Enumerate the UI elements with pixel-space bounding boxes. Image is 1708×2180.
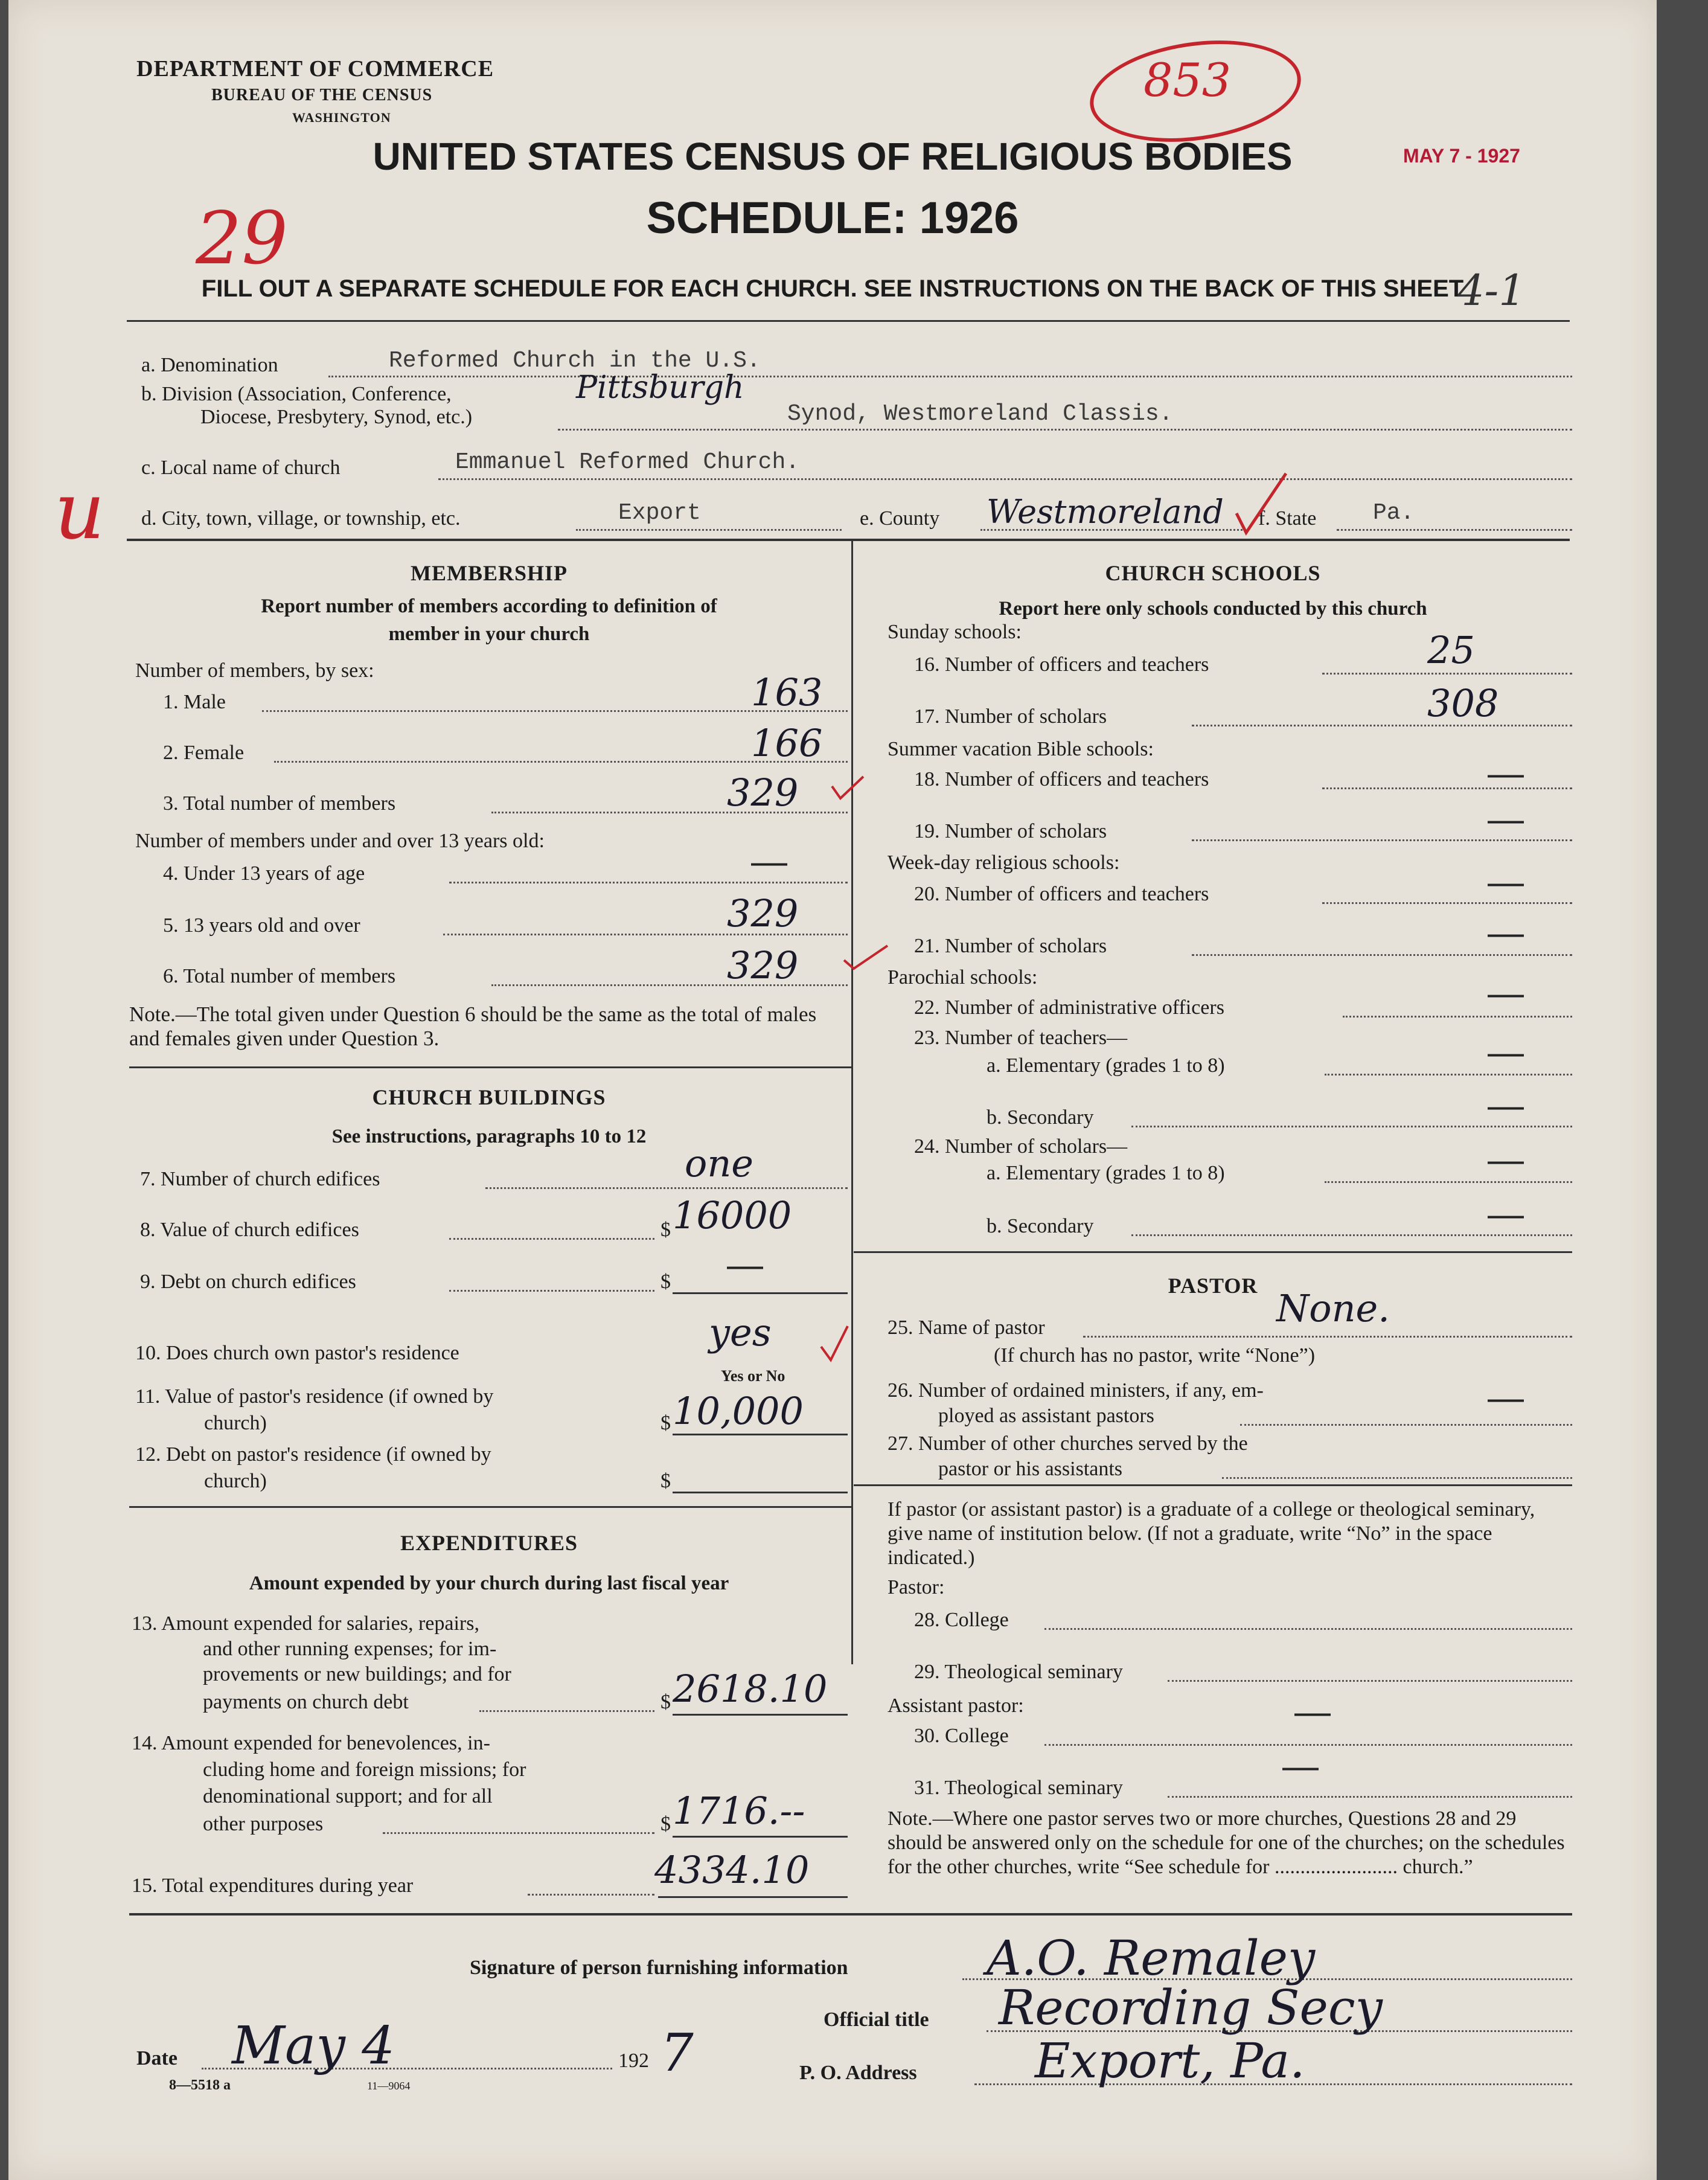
q19-value: — — [1488, 799, 1524, 839]
q23a-label: a. Elementary (grades 1 to 8) — [987, 1054, 1225, 1077]
q13-line-1: 13. Amount expended for salaries, repairs, — [132, 1612, 479, 1635]
local-name-label: c. Local name of church — [141, 457, 341, 479]
male-label: 1. Male — [163, 691, 226, 713]
department-name: DEPARTMENT OF COMMERCE — [136, 56, 494, 82]
under-13-value: — — [751, 841, 787, 882]
q31-value: — — [1282, 1746, 1319, 1786]
q24b-value: — — [1488, 1194, 1524, 1234]
q23a-value: — — [1488, 1032, 1524, 1072]
q28-label: 28. College — [914, 1609, 1009, 1631]
city-name: WASHINGTON — [292, 110, 391, 125]
classification-code: 4-1 — [1457, 266, 1526, 315]
graduate-note: If pastor (or assistant pastor) is a graduate of a college or theological seminary, give name of institution below. (If not a graduate, write “No” in the space indicated.) — [888, 1498, 1535, 1569]
parochial-schools-header: Parochial schools: — [888, 966, 1038, 989]
weekday-schools-header: Week-day religious schools: — [888, 851, 1120, 874]
membership-intro-1: Report number of members according to definition of — [261, 595, 717, 617]
q15-amount: 4334.10 — [654, 1848, 810, 1892]
membership-title: MEMBERSHIP — [410, 561, 568, 585]
q30-label: 30. College — [914, 1725, 1009, 1747]
q26-value: — — [1488, 1377, 1524, 1418]
q24a-label: a. Elementary (grades 1 to 8) — [987, 1162, 1225, 1184]
local-name-value: Emmanuel Reformed Church. — [455, 449, 800, 475]
q23b-label: b. Secondary — [987, 1106, 1094, 1129]
q23-label: 23. Number of teachers— — [914, 1027, 1128, 1049]
q13-line-3: provements or new buildings; and for — [203, 1663, 511, 1685]
q25-hint: (If church has no pastor, write “None”) — [994, 1344, 1316, 1367]
po-address-value: Export, Pa. — [1035, 2033, 1305, 2089]
q23b-value: — — [1488, 1085, 1524, 1126]
q26-label-1: 26. Number of ordained ministers, if any, em- — [888, 1379, 1264, 1402]
instruction-banner: FILL OUT A SEPARATE SCHEDULE FOR EACH CHURCH. SEE INSTRUCTIONS ON THE BACK OF THIS SHEET — [201, 275, 1464, 302]
state-label: f. State — [1258, 507, 1317, 530]
q31-label: 31. Theological seminary — [914, 1777, 1123, 1799]
residence-value-amount: 10,000 — [673, 1389, 804, 1433]
print-number: 11—9064 — [367, 2080, 411, 2092]
q24-label: 24. Number of scholars— — [914, 1135, 1128, 1158]
expenditures-intro: Amount expended by your church during last fiscal year — [249, 1572, 729, 1594]
q14-line-2: cluding home and foreign missions; for — [203, 1758, 526, 1781]
residence-debt-label-1: 12. Debt on pastor's residence (if owned by — [135, 1443, 491, 1466]
residence-value-label-1: 11. Value of pastor's residence (if owned by — [135, 1385, 494, 1408]
q17-value: 308 — [1427, 681, 1499, 725]
schools-intro: Report here only schools conducted by this church — [999, 598, 1427, 620]
signature-label: Signature of person furnishing information — [470, 1957, 848, 1979]
q14-line-3: denominational support; and for all — [203, 1785, 493, 1807]
red-u-mark: u — [54, 465, 105, 557]
city-value: Export — [618, 500, 701, 526]
q17-label: 17. Number of scholars — [914, 705, 1107, 728]
owns-residence-value: yes — [709, 1310, 772, 1354]
residence-debt-label-2: church) — [204, 1470, 267, 1492]
q14-line-1: 14. Amount expended for benevolences, in- — [132, 1732, 490, 1754]
q13-amount: 2618.10 — [673, 1667, 828, 1711]
over-13-label: 5. 13 years old and over — [163, 914, 360, 937]
female-value: 166 — [751, 721, 823, 765]
q20-value: — — [1488, 862, 1524, 902]
q21-value: — — [1488, 912, 1524, 953]
division-value: Synod, Westmoreland Classis. — [787, 401, 1173, 427]
q24b-label: b. Secondary — [987, 1215, 1094, 1237]
division-handwritten: Pittsburgh — [576, 370, 744, 406]
buildings-title: CHURCH BUILDINGS — [372, 1085, 606, 1109]
q15-label: 15. Total expenditures during year — [132, 1874, 414, 1897]
q13-line-2: and other running expenses; for im- — [203, 1638, 497, 1660]
edifice-debt-value: — — [727, 1245, 763, 1285]
q13-line-4: payments on church debt — [203, 1691, 409, 1713]
q30-value: — — [1294, 1691, 1331, 1732]
q19-label: 19. Number of scholars — [914, 820, 1107, 842]
under-13-label: 4. Under 13 years of age — [163, 862, 365, 885]
official-title-value: Recording Secy — [999, 1980, 1383, 2036]
owns-residence-label: 10. Does church own pastor's residence — [135, 1342, 459, 1364]
edifice-value-label: 8. Value of church edifices — [140, 1219, 359, 1241]
form-number: 8—5518 a — [169, 2077, 231, 2093]
total-members-value: 329 — [727, 771, 799, 815]
check-mark-icon — [817, 1322, 854, 1365]
edifices-label: 7. Number of church edifices — [140, 1168, 380, 1190]
q21-label: 21. Number of scholars — [914, 935, 1107, 957]
check-mark-icon — [842, 942, 890, 972]
q18-label: 18. Number of officers and teachers — [914, 768, 1209, 790]
date-value: May 4 — [232, 2016, 395, 2076]
q20-label: 20. Number of officers and teachers — [914, 883, 1209, 905]
q27-label-1: 27. Number of other churches served by the — [888, 1432, 1248, 1455]
total-members-label: 3. Total number of members — [163, 792, 396, 815]
q25-label: 25. Name of pastor — [888, 1316, 1045, 1339]
official-title-label: Official title — [824, 2008, 929, 2031]
members-by-age-header: Number of members under and over 13 years old: — [135, 830, 545, 852]
q25-value: None. — [1276, 1286, 1390, 1330]
edifice-debt-label: 9. Debt on church edifices — [140, 1271, 356, 1293]
membership-intro-2: member in your church — [388, 623, 590, 645]
denomination-label: a. Denomination — [141, 354, 278, 376]
year-digit: 7 — [660, 2023, 694, 2083]
summer-schools-header: Summer vacation Bible schools: — [888, 738, 1154, 760]
city-label: d. City, town, village, or township, etc. — [141, 507, 461, 530]
residence-value-label-2: church) — [204, 1412, 267, 1434]
po-address-label: P. O. Address — [799, 2062, 917, 2084]
membership-note: Note.—The total given under Question 6 should be the same as the total of males and females given under Question 3. — [129, 1002, 817, 1050]
sunday-schools-header: Sunday schools: — [888, 621, 1022, 643]
schedule-subtitle: SCHEDULE: 1926 — [646, 193, 1019, 243]
q22-value: — — [1488, 973, 1524, 1013]
received-date-stamp: MAY 7 - 1927 — [1403, 145, 1520, 167]
census-schedule-sheet: DEPARTMENT OF COMMERCE BUREAU OF THE CENSUS WASHINGTON 853 UNITED STATES CENSUS OF RELIGIOUS BODIES MAY 7 - 1927 SCHEDULE: 1926 29 FILL OUT A SEPARATE SCHEDULE FOR EACH CHURCH. SEE INSTRUCTIONS ON THE BACK OF THIS SHEET 4-1 a. Denomination Reformed Church in the U.S. b. Division (Association, Conference, Diocese, Presbytery, Synod, etc.) Pittsburgh Synod, Westmoreland Classis. c. Local name of church Emmanuel Reformed Church. u d. City, town, village, or township, etc. Export e. County Westmoreland f. State Pa. MEMBERSHIP Report number of members according to definition of member in your church Number of members, by sex: 1. Male 163 2. Female 166 3. Total number of members 329 Number of members under and over 13 years old: 4. Under 13 years of age — 5. 13 years old and over 329 6. Total number of members 329 Note.—The total given under Question 6 should be the same as the total of males and females given under Question 3. CHURCH BUILDINGS See instructions, paragraphs 10 to 12 7. Number of church edifices one 8. Value of church edifices $ 16000 9. Debt on church edifices $ — 10. Does church own pastor's residence yes Yes or No 11. Value of pastor's residence (if owned by church) $ 10,000 12. Debt on pastor's residence (if owned by church) $ EXPENDITURES Amount expended by your church during last fiscal year 13. Amount expended for salaries, repairs, and other running expenses; for im- provements or new buildings; and for payments on church debt $ 2618.10 14. Amount expended for benevolences, in- cluding home and foreign missions; for denominational support; and for all other purposes $ 1716.-- 15. Total expenditures during year 4334.10 CHURCH SCHOOLS Report here only schools conducted by this church Sunday schools: 16. Number of officers and teachers 25 17. Number of scholars 308 Summer vacation Bible schools: 18. Number of officers and teachers — 19. Number of scholars — Week-day religious schools: 20. Number of officers and teachers — 21. Number of scholars — Parochial schools: 22. Number of administrative officers — 23. Number of teachers— a. Elementary (grades 1 to 8) — b. Secondary — 24. Number of scholars— a. Elementary (grades 1 to 8) — b. Secondary — PASTOR 25. Name of pastor None. (If church has no pastor, write “None”) 26. Number of ordained ministers, if any, em- ployed as assistant pastors — 27. Number of other churches served by the pastor or his assistants If pastor (or assistant pastor) is a graduate of a college or theological seminary, give name of institution below. (If not a graduate, write “No” in the space indicated.) Pastor: 28. College 29. Theological seminary Assistant pastor: 30. College — 31. Theological seminary — Note.—Where one pastor serves two or more churches, Questions 28 and 29 should be answered only on the schedule for one of the churches; on the schedules for the other churches, write “See schedule for ........................ church.” Signature of person furnishing information A.O. Remaley Official title Recording Secy Date May 4 192 7 P. O. Address Export, Pa. 8—5518 a 11—9064 — [8, 0, 1657, 2180]
signature-value: A.O. Remaley — [987, 1930, 1316, 1986]
q29-label: 29. Theological seminary — [914, 1661, 1123, 1683]
q14-line-4: other purposes — [203, 1813, 324, 1835]
red-number-mark: 29 — [196, 197, 288, 281]
over-13-value: 329 — [727, 891, 799, 935]
q26-label-2: ployed as assistant pastors — [938, 1405, 1154, 1427]
year-prefix: 192 — [618, 2050, 649, 2072]
division-label-1: b. Division (Association, Conference, — [141, 383, 452, 405]
q27-label-2: pastor or his assistants — [938, 1458, 1123, 1480]
yes-no-hint: Yes or No — [721, 1367, 785, 1385]
bureau-name: BUREAU OF THE CENSUS — [211, 86, 433, 104]
state-value: Pa. — [1373, 500, 1415, 526]
pastor-subheader: Pastor: — [888, 1576, 945, 1598]
q18-value: — — [1488, 753, 1524, 793]
female-label: 2. Female — [163, 742, 245, 764]
edifices-value: one — [685, 1141, 753, 1185]
circled-number: 853 — [1143, 53, 1232, 107]
date-label: Date — [136, 2047, 178, 2069]
total-members-2-value: 329 — [727, 943, 799, 987]
buildings-intro: See instructions, paragraphs 10 to 12 — [331, 1126, 647, 1147]
pastor-title: PASTOR — [1168, 1274, 1258, 1298]
county-label: e. County — [860, 507, 940, 530]
male-value: 163 — [751, 670, 823, 714]
denomination-value: Reformed Church in the U.S. — [389, 348, 761, 374]
expenditures-title: EXPENDITURES — [400, 1531, 578, 1555]
q16-value: 25 — [1427, 628, 1475, 672]
edifice-value-amount: 16000 — [673, 1193, 792, 1237]
q14-amount: 1716.-- — [673, 1789, 805, 1833]
page-title: UNITED STATES CENSUS OF RELIGIOUS BODIES — [373, 135, 1293, 178]
members-by-sex-header: Number of members, by sex: — [135, 659, 374, 682]
check-mark-icon — [1234, 471, 1288, 537]
county-value: Westmoreland — [987, 493, 1224, 531]
check-mark-icon — [830, 774, 866, 804]
total-members-2-label: 6. Total number of members — [163, 965, 396, 987]
pastor-note: Note.—Where one pastor serves two or more churches, Questions 28 and 29 should be answered only on the schedule for one of the churches; on the schedules for the other churches, write “See schedule for ........................ church.” — [888, 1807, 1565, 1878]
q16-label: 16. Number of officers and teachers — [914, 653, 1209, 676]
division-label-2: Diocese, Presbytery, Synod, etc.) — [200, 406, 473, 428]
q24a-value: — — [1488, 1140, 1524, 1180]
schools-title: CHURCH SCHOOLS — [1105, 561, 1321, 585]
q22-label: 22. Number of administrative officers — [914, 996, 1224, 1019]
assistant-pastor-subheader: Assistant pastor: — [888, 1694, 1024, 1717]
